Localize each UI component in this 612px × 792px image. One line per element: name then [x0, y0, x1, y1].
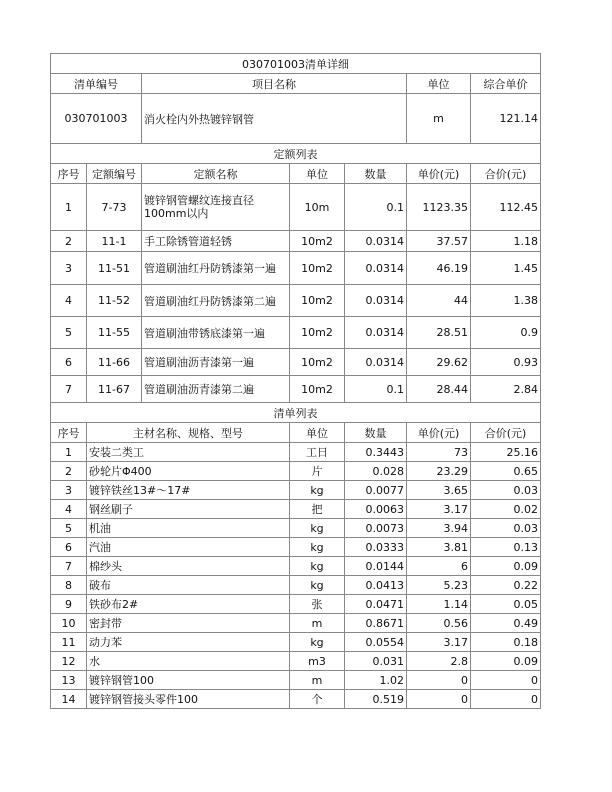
quota-row — [51, 317, 541, 349]
bill-qty: 0.0554 — [345, 633, 407, 652]
sheet-title: 030701003清单详细 — [51, 54, 541, 74]
bill-unit: kg — [290, 519, 345, 538]
quota-total: 2.84 — [471, 376, 541, 403]
bill-total: 0.18 — [471, 633, 541, 652]
bill-detail-sheet — [50, 53, 540, 709]
bill-name: 机油 — [87, 519, 290, 538]
bill-qty: 0.0471 — [345, 595, 407, 614]
bill-name: 铁砂布2# — [87, 595, 290, 614]
bill-qty: 0.0333 — [345, 538, 407, 557]
quota-qty: 0.0314 — [345, 231, 407, 252]
quota-row — [51, 376, 541, 403]
bill-qty: 0.0413 — [345, 576, 407, 595]
bill-price: 0.56 — [407, 614, 471, 633]
quota-row — [51, 285, 541, 317]
quota-header-row — [51, 164, 541, 184]
bill-total: 0.05 — [471, 595, 541, 614]
quota-code-header: 定额编号 — [87, 164, 142, 184]
bill-name: 汽油 — [87, 538, 290, 557]
bill-qty: 0.3443 — [345, 443, 407, 462]
bill-no: 12 — [51, 652, 87, 671]
bill-total: 0 — [471, 690, 541, 709]
bill-no: 4 — [51, 500, 87, 519]
quota-no: 1 — [51, 184, 87, 231]
quota-no: 3 — [51, 252, 87, 285]
quota-qty: 0.0314 — [345, 317, 407, 349]
bill-qty: 1.02 — [345, 671, 407, 690]
quota-unit: 10m2 — [290, 252, 345, 285]
bill-row — [51, 519, 541, 538]
bill-row — [51, 671, 541, 690]
bill-price: 0 — [407, 671, 471, 690]
bill-row — [51, 443, 541, 462]
bill-name: 砂轮片Φ400 — [87, 462, 290, 481]
quota-name-header: 定额名称 — [142, 164, 290, 184]
bill-no-header: 序号 — [51, 423, 87, 443]
bill-total: 0 — [471, 671, 541, 690]
bill-qty-header: 数量 — [345, 423, 407, 443]
quota-total: 0.9 — [471, 317, 541, 349]
quota-price-header: 单价(元) — [407, 164, 471, 184]
bill-no: 1 — [51, 443, 87, 462]
quota-code: 11-1 — [87, 231, 142, 252]
quota-unit: 10m2 — [290, 376, 345, 403]
bill-price: 3.17 — [407, 500, 471, 519]
bill-qty: 0.519 — [345, 690, 407, 709]
bill-price: 5.23 — [407, 576, 471, 595]
bill-no: 5 — [51, 519, 87, 538]
bill-unit: 把 — [290, 500, 345, 519]
bill-unit-header: 单位 — [290, 423, 345, 443]
bill-unit: kg — [290, 633, 345, 652]
quota-price: 28.44 — [407, 376, 471, 403]
quota-unit: 10m — [290, 184, 345, 231]
quota-unit: 10m2 — [290, 285, 345, 317]
quota-code: 11-66 — [87, 349, 142, 376]
quota-unit-header: 单位 — [290, 164, 345, 184]
bill-row — [51, 462, 541, 481]
bill-price: 3.81 — [407, 538, 471, 557]
bill-row — [51, 576, 541, 595]
bill-unit: kg — [290, 557, 345, 576]
quota-name: 管道刷油红丹防锈漆第一遍 — [142, 252, 290, 285]
quota-qty: 0.0314 — [345, 252, 407, 285]
bill-no: 11 — [51, 633, 87, 652]
quota-total: 1.18 — [471, 231, 541, 252]
quota-qty-header: 数量 — [345, 164, 407, 184]
bill-no: 6 — [51, 538, 87, 557]
bill-name: 镀锌钢管接头零件100 — [87, 690, 290, 709]
item-unit-header: 单位 — [407, 74, 471, 94]
bill-total: 0.03 — [471, 519, 541, 538]
quota-unit: 10m2 — [290, 231, 345, 252]
quota-row — [51, 349, 541, 376]
bill-name: 动力苯 — [87, 633, 290, 652]
bill-row — [51, 652, 541, 671]
quota-price: 44 — [407, 285, 471, 317]
bill-name: 镀锌铁丝13#～17# — [87, 481, 290, 500]
bill-total: 0.03 — [471, 481, 541, 500]
bill-total: 25.16 — [471, 443, 541, 462]
bill-row — [51, 481, 541, 500]
quota-name: 管道刷油带锈底漆第一遍 — [142, 317, 290, 349]
bill-price: 1.14 — [407, 595, 471, 614]
bill-qty: 0.0077 — [345, 481, 407, 500]
quota-price: 28.51 — [407, 317, 471, 349]
quota-no: 2 — [51, 231, 87, 252]
bill-row — [51, 614, 541, 633]
quota-name: 管道刷油红丹防锈漆第二遍 — [142, 285, 290, 317]
bill-unit: 张 — [290, 595, 345, 614]
bill-no: 10 — [51, 614, 87, 633]
quota-name: 管道刷油沥青漆第二遍 — [142, 376, 290, 403]
bill-unit: 个 — [290, 690, 345, 709]
bill-no: 7 — [51, 557, 87, 576]
bill-unit: kg — [290, 576, 345, 595]
bill-qty: 0.031 — [345, 652, 407, 671]
bill-unit: m — [290, 671, 345, 690]
bill-name: 镀锌钢管100 — [87, 671, 290, 690]
bill-name: 密封带 — [87, 614, 290, 633]
bill-row — [51, 500, 541, 519]
quota-total: 1.38 — [471, 285, 541, 317]
quota-code: 11-52 — [87, 285, 142, 317]
bill-total: 0.02 — [471, 500, 541, 519]
bill-row — [51, 690, 541, 709]
quota-total: 1.45 — [471, 252, 541, 285]
bill-row — [51, 557, 541, 576]
bill-qty: 0.0144 — [345, 557, 407, 576]
bill-no: 13 — [51, 671, 87, 690]
bill-unit: 工日 — [290, 443, 345, 462]
quota-price: 46.19 — [407, 252, 471, 285]
quota-no: 5 — [51, 317, 87, 349]
item-name-header: 项目名称 — [142, 74, 407, 94]
quota-code: 7-73 — [87, 184, 142, 231]
bill-no: 8 — [51, 576, 87, 595]
bill-price: 0 — [407, 690, 471, 709]
bill-total-header: 合价(元) — [471, 423, 541, 443]
quota-price: 37.57 — [407, 231, 471, 252]
quota-qty: 0.1 — [345, 376, 407, 403]
quota-name: 手工除锈管道轻锈 — [142, 231, 290, 252]
bill-name: 棉纱头 — [87, 557, 290, 576]
bill-name: 水 — [87, 652, 290, 671]
item-code: 030701003 — [51, 94, 142, 144]
quota-no: 4 — [51, 285, 87, 317]
quota-row — [51, 184, 541, 231]
quota-row — [51, 252, 541, 285]
bill-price: 3.17 — [407, 633, 471, 652]
bill-price: 3.65 — [407, 481, 471, 500]
quota-no: 6 — [51, 349, 87, 376]
quota-price: 29.62 — [407, 349, 471, 376]
quota-total: 0.93 — [471, 349, 541, 376]
bill-name-header: 主材名称、规格、型号 — [87, 423, 290, 443]
bill-price: 2.8 — [407, 652, 471, 671]
table-body — [51, 54, 541, 709]
bill-no: 3 — [51, 481, 87, 500]
bill-name: 钢丝刷子 — [87, 500, 290, 519]
bill-unit: kg — [290, 538, 345, 557]
bill-qty: 0.0073 — [345, 519, 407, 538]
bill-row — [51, 595, 541, 614]
bill-price: 3.94 — [407, 519, 471, 538]
quota-price: 1123.35 — [407, 184, 471, 231]
quota-code: 11-67 — [87, 376, 142, 403]
bill-unit: 片 — [290, 462, 345, 481]
quota-qty: 0.0314 — [345, 285, 407, 317]
item-price-header: 综合单价 — [471, 74, 541, 94]
bill-total: 0.13 — [471, 538, 541, 557]
bill-unit: m — [290, 614, 345, 633]
bill-total: 0.49 — [471, 614, 541, 633]
quota-section-title: 定额列表 — [51, 144, 541, 164]
bill-row — [51, 538, 541, 557]
bill-no: 9 — [51, 595, 87, 614]
quota-unit: 10m2 — [290, 349, 345, 376]
bill-total: 0.09 — [471, 557, 541, 576]
bill-name: 安装二类工 — [87, 443, 290, 462]
item-unit: m — [407, 94, 471, 144]
bill-qty: 0.0063 — [345, 500, 407, 519]
bill-price: 6 — [407, 557, 471, 576]
bill-name: 破布 — [87, 576, 290, 595]
bill-price: 73 — [407, 443, 471, 462]
bill-detail-table — [50, 53, 541, 709]
quota-total-header: 合价(元) — [471, 164, 541, 184]
bill-qty: 0.8671 — [345, 614, 407, 633]
quota-name: 管道刷油沥青漆第一遍 — [142, 349, 290, 376]
bill-section-title: 清单列表 — [51, 403, 541, 423]
item-code-header: 清单编号 — [51, 74, 142, 94]
bill-total: 0.22 — [471, 576, 541, 595]
item-row — [51, 94, 541, 144]
bill-unit: kg — [290, 481, 345, 500]
quota-name: 镀锌钢管螺纹连接直径100mm以内 — [142, 184, 290, 231]
bill-unit: m3 — [290, 652, 345, 671]
bill-total: 0.09 — [471, 652, 541, 671]
item-price: 121.14 — [471, 94, 541, 144]
quota-total: 112.45 — [471, 184, 541, 231]
bill-qty: 0.028 — [345, 462, 407, 481]
bill-price: 23.29 — [407, 462, 471, 481]
quota-unit: 10m2 — [290, 317, 345, 349]
quota-row — [51, 231, 541, 252]
item-header-row — [51, 74, 541, 94]
quota-no: 7 — [51, 376, 87, 403]
quota-qty: 0.0314 — [345, 349, 407, 376]
quota-code: 11-51 — [87, 252, 142, 285]
quota-no-header: 序号 — [51, 164, 87, 184]
bill-total: 0.65 — [471, 462, 541, 481]
bill-header-row — [51, 423, 541, 443]
item-name: 消火栓内外热镀锌钢管 — [142, 94, 407, 144]
bill-no: 2 — [51, 462, 87, 481]
quota-qty: 0.1 — [345, 184, 407, 231]
bill-price-header: 单价(元) — [407, 423, 471, 443]
quota-code: 11-55 — [87, 317, 142, 349]
bill-no: 14 — [51, 690, 87, 709]
bill-row — [51, 633, 541, 652]
